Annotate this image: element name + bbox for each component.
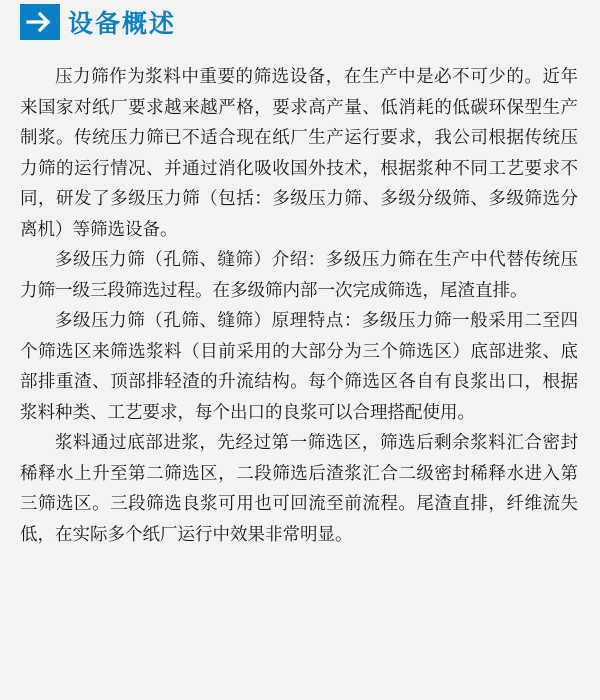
paragraph-principle: 多级压力筛（孔筛、缝筛）原理特点：多级压力筛一般采用二至四个筛选区来筛选浆料（目前采用的大部分为三个筛选区）底部进浆、底部排重渣、顶部排轻渣的升流结构。每个筛选区各自有良浆出口，根据浆料种类、工艺要求，每个出口的良浆可以合理搭配使用。 <box>20 311 578 423</box>
article-body <box>20 62 578 550</box>
paragraph-introduction: 多级压力筛（孔筛、缝筛）介绍：多级压力筛在生产中代替传统压力筛一级三段筛选过程。在多级筛内部一次完成筛选，尾渣直排。 <box>20 250 578 301</box>
section-header <box>20 2 590 42</box>
paragraph-overview: 压力筛作为浆料中重要的筛选设备，在生产中是必不可少的。近年来国家对纸厂要求越来越严格，要求高产量、低消耗的低碳环保型生产制浆。传统压力筛已不适合现在纸厂生产运行要求，我公司根据传统压力筛的运行情况、并通过消化吸收国外技术，根据浆种不同工艺要求不同，研发了多级压力筛（包括：多级压力筛、多级分级筛、多级筛选分离机）等筛选设备。 <box>20 67 578 240</box>
arrow-right-icon <box>20 4 60 40</box>
paragraph-process: 浆料通过底部进浆，先经过第一筛选区，筛选后剩余浆料汇合密封稀释水上升至第二筛选区，二段筛选后渣浆汇合二级密封稀释水进入第三筛选区。三段筛选良浆可用也可回流至前流程。尾渣直排，纤维流失低，在实际多个纸厂运行中效果非常明显。 <box>20 433 578 545</box>
section-title: 设备概述 <box>68 9 177 38</box>
